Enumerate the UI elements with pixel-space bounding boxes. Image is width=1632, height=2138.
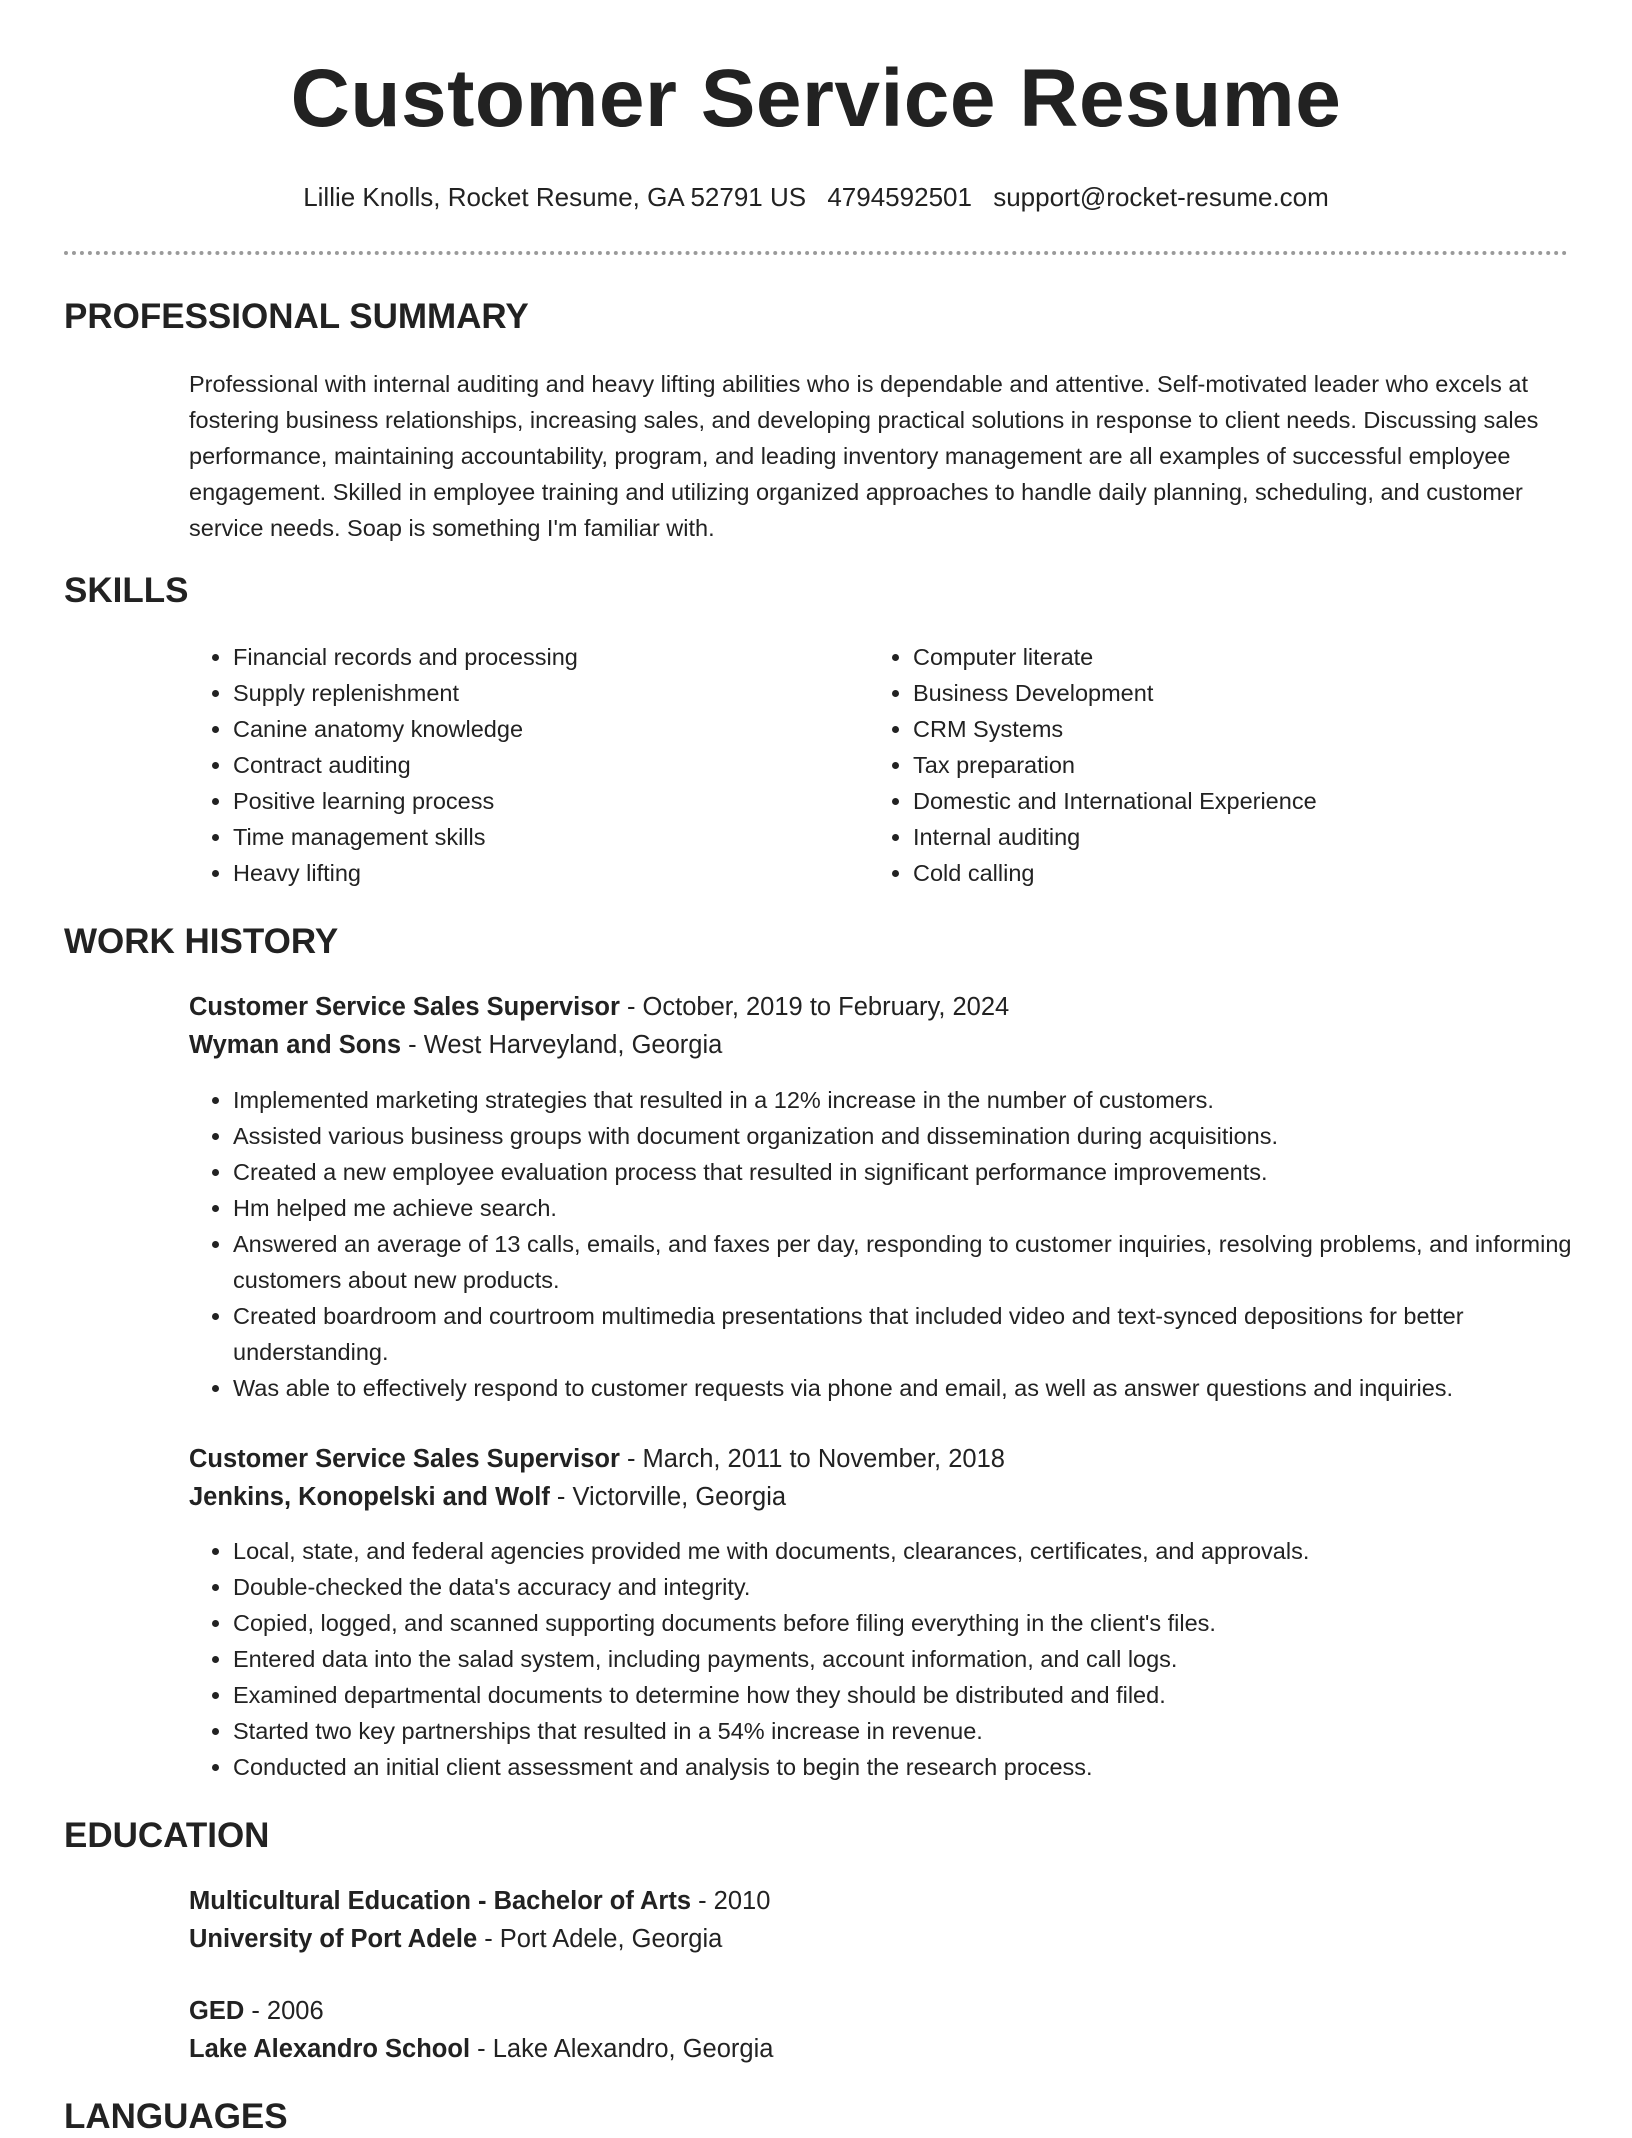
job-bullet: • Started two key partnerships that resulted in a 54% increase in revenue. (233, 1713, 1608, 1749)
job-title-line (189, 1440, 1005, 1478)
job-bullet: • Created a new employee evaluation process that resulted in significant performance improvements. (233, 1154, 1608, 1190)
contact-line (0, 182, 1632, 213)
job-bullet: • Assisted various business groups with document organization and dissemination during acquisitions. (233, 1118, 1608, 1154)
job-company: Jenkins, Konopelski and Wolf (189, 1483, 550, 1511)
contact-email: support@rocket-resume.com (993, 182, 1329, 212)
education-location: - Lake Alexandro, Georgia (470, 2035, 774, 2063)
education-heading: EDUCATION (64, 1816, 270, 1855)
job-bullet: • Implemented marketing strategies that resulted in a 12% increase in the number of customers. (233, 1082, 1608, 1118)
summary-heading: PROFESSIONAL SUMMARY (64, 297, 529, 336)
skill-item: • Supply replenishment (233, 675, 853, 711)
skill-item: • Positive learning process (233, 783, 853, 819)
education-school: University of Port Adele (189, 1925, 478, 1953)
job-bullet: • Double-checked the data's accuracy and integrity. (233, 1569, 1608, 1605)
skill-item: • Cold calling (913, 855, 1553, 891)
job-title: Customer Service Sales Supervisor (189, 993, 620, 1021)
education-degree: GED (189, 1997, 245, 2025)
job-company: Wyman and Sons (189, 1031, 402, 1059)
skill-item: • Financial records and processing (233, 639, 853, 675)
education-year: - 2006 (244, 1997, 324, 2025)
job-bullet: • Conducted an initial client assessment and analysis to begin the research process. (233, 1749, 1608, 1785)
education-school: Lake Alexandro School (189, 2035, 471, 2063)
contact-phone: 4794592501 (827, 182, 972, 212)
skill-item: • Canine anatomy knowledge (233, 711, 853, 747)
education-degree-line (189, 1992, 324, 2030)
education-year: - 2010 (691, 1887, 771, 1915)
job-bullet: • Created boardroom and courtroom multimedia presentations that included video and text-synced depositions for better understanding. (233, 1298, 1608, 1370)
resume-title: Customer Service Resume (290, 53, 1342, 144)
job-location: - Victorville, Georgia (549, 1483, 787, 1511)
job-company-line (189, 1026, 722, 1064)
job-title-line (189, 988, 1009, 1026)
job-bullet: • Copied, logged, and scanned supporting documents before filing everything in the client's files. (233, 1605, 1608, 1641)
job-bullet: • Was able to effectively respond to customer requests via phone and email, as well as answer questions and inquiries. (233, 1370, 1608, 1406)
job-company-line (189, 1478, 786, 1516)
skill-item: • Business Development (913, 675, 1553, 711)
skill-item: • Time management skills (233, 819, 853, 855)
job-dates: - October, 2019 to February, 2024 (619, 993, 1010, 1021)
skill-item: • Domestic and International Experience (913, 783, 1553, 819)
job-bullets (189, 1533, 1608, 1785)
job-bullet: • Local, state, and federal agencies provided me with documents, clearances, certificates, and approvals. (233, 1533, 1608, 1569)
languages-heading: LANGUAGES (64, 2097, 288, 2136)
education-school-line (189, 2030, 773, 2068)
skill-item: • Computer literate (913, 639, 1553, 675)
skill-item: • Heavy lifting (233, 855, 853, 891)
education-degree-line (189, 1882, 770, 1920)
contact-address: Lillie Knolls, Rocket Resume, GA 52791 US (303, 182, 807, 212)
skills-list-left (189, 639, 853, 891)
job-dates: - March, 2011 to November, 2018 (619, 1445, 1005, 1473)
job-bullet: • Entered data into the salad system, including payments, account information, and call logs. (233, 1641, 1608, 1677)
job-location: - West Harveyland, Georgia (401, 1031, 723, 1059)
job-bullets (189, 1082, 1608, 1406)
summary-text: Professional with internal auditing and heavy lifting abilities who is dependable and attentive. Self-motivated leader who excels at fostering business relationships, increasing sales, and developing practical solutions in response to client needs. Discussing sales performance, maintaining accountability, program, and leading inventory management are all examples of successful employee engagement. Skilled in employee training and utilizing organized approaches to handle daily planning, scheduling, and customer service needs. Soap is something I'm familiar with. (189, 371, 1539, 541)
skill-item: • Internal auditing (913, 819, 1553, 855)
skill-item: • Contract auditing (233, 747, 853, 783)
education-degree: Multicultural Education - Bachelor of Arts (189, 1887, 692, 1915)
skills-list-right (869, 639, 1553, 891)
job-bullet: • Hm helped me achieve search. (233, 1190, 1608, 1226)
header-divider (64, 251, 1568, 255)
skill-item: • CRM Systems (913, 711, 1553, 747)
job-title: Customer Service Sales Supervisor (189, 1445, 620, 1473)
education-location: - Port Adele, Georgia (477, 1925, 723, 1953)
education-school-line (189, 1920, 722, 1958)
skills-heading: SKILLS (64, 571, 189, 610)
skill-item: • Tax preparation (913, 747, 1553, 783)
job-bullet: • Examined departmental documents to determine how they should be distributed and filed. (233, 1677, 1608, 1713)
work-heading: WORK HISTORY (64, 922, 339, 961)
job-bullet: • Answered an average of 13 calls, emails, and faxes per day, responding to customer inquiries, resolving problems, and informing customers about new products. (233, 1226, 1608, 1298)
